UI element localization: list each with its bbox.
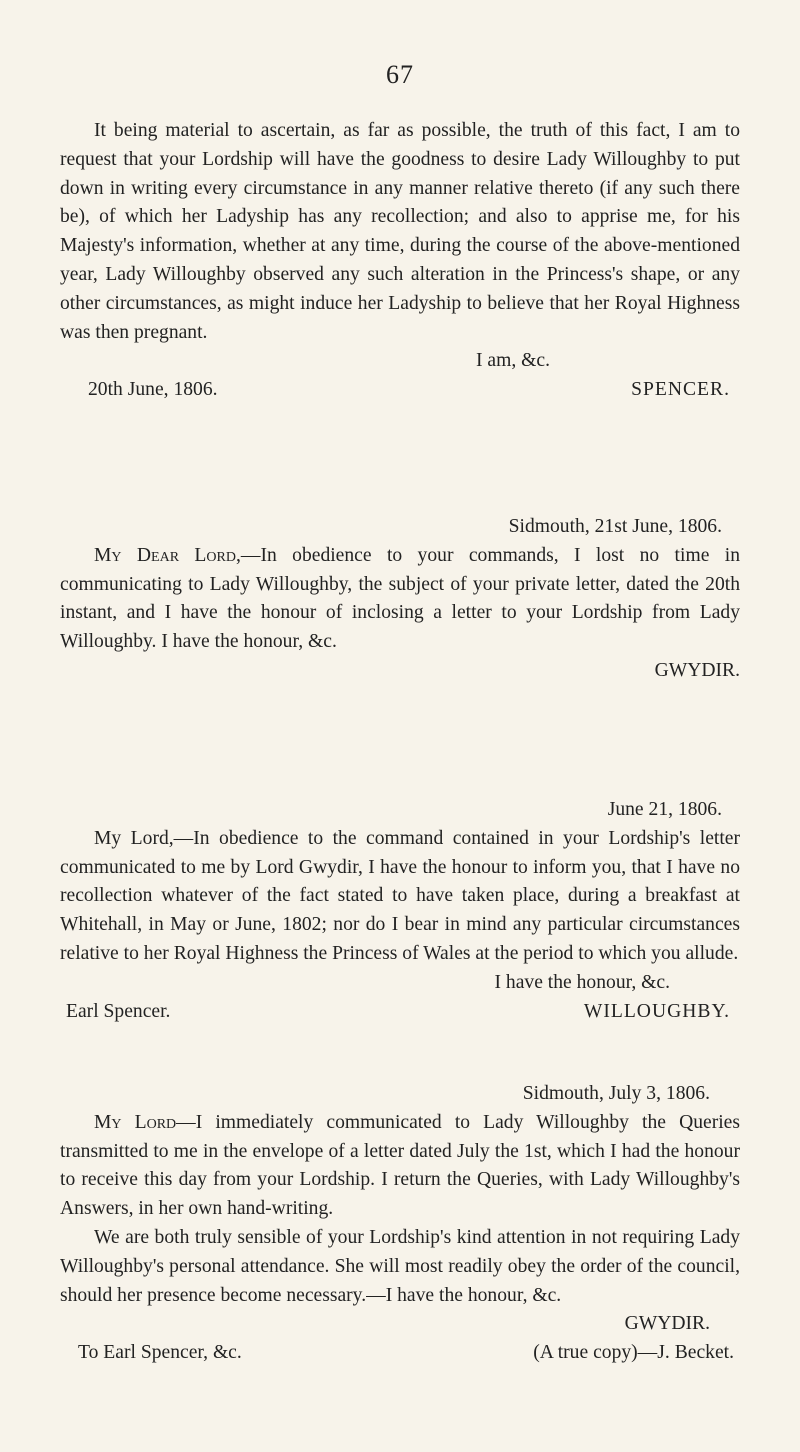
letter-gwydir-reply (60, 513, 740, 686)
letter-willoughby-reply (60, 796, 740, 1026)
letter-date: 20th June, 1806. (88, 379, 218, 401)
signature: GWYDIR. (654, 659, 740, 681)
closing: I am, &c. (476, 350, 550, 372)
letter-body: It being material to ascertain, as far as possible, the truth of this fact, I am to request that your Lordship will have the goodness to desire Lady Willoughby to put down in writing every circumstance in any manner relative thereto (if any such there be), of which her Ladyship has any recollection; and also to apprise me, for his Majesty's information, whether at any time, during the course of the above-mentioned year, Lady Willoughby observed any such alteration in the Princess's shape, or any other circumstances, as might induce her Ladyship to believe that her Royal Highness was then pregnant. (60, 120, 740, 343)
copy-note: (A true copy)—J. Becket. (533, 1342, 734, 1364)
letter-spencer-request (60, 117, 740, 405)
closing-line (60, 969, 740, 998)
salutation: My Dear Lord, (94, 544, 241, 566)
addressee: To Earl Spencer, &c. (78, 1342, 242, 1364)
closing: I have the honour, &c. (494, 971, 670, 993)
salutation: My Lord, (94, 827, 174, 849)
letter-body-continued: We are both truly sensible of your Lordship's kind attention in not requiring Lady Willoughby's personal attendance. She will most readily obey the order of the council, should her presence become necessary.—I have the honour, &c. (60, 1226, 740, 1306)
signature: WILLOUGHBY. (583, 1000, 730, 1022)
letter-gwydir-queries (60, 1080, 740, 1368)
addressee-copy-line (60, 1339, 740, 1368)
signature: GWYDIR. (624, 1313, 710, 1335)
date-signature-line (60, 376, 740, 405)
letter-body: —In obedience to the command contained in your Lordship's letter communicated to me by Lord Gwydir, I have the honour to inform you, that I have no recollection whatever of the fact stated to have taken place, during a breakfast at Whitehall, in May or June, 1802; nor do I bear in mind any particular circumstances relative to her Royal Highness the Princess of Wales at the period to which you allude. (60, 827, 741, 964)
letter-body: —In obedience to your commands, I lost no time in communicating to Lady Willoughby, the subject of your private letter, dated the 20th instant, and I have the honour of inclosing a letter to your Lordship from Lady Willoughby. I have the honour, &c. (60, 544, 740, 653)
dateline: June 21, 1806. (607, 799, 722, 820)
addressee-signature-line (60, 998, 740, 1027)
dateline: Sidmouth, July 3, 1806. (522, 1083, 710, 1104)
letter-body: —I immediately communicated to Lady Willoughby the Queries transmitted to me in the envelope of a letter dated July the 1st, which I had the honour to receive this day from your Lordship. I return the Queries, with Lady Willoughby's Answers, in her own hand-writing. (60, 1111, 740, 1220)
signature: SPENCER. (631, 379, 730, 401)
closing-line (60, 347, 740, 376)
dateline: Sidmouth, 21st June, 1806. (508, 516, 722, 537)
addressee: Earl Spencer. (66, 1000, 171, 1022)
page-number: 67 (386, 60, 414, 89)
salutation: My Lord (94, 1111, 177, 1133)
